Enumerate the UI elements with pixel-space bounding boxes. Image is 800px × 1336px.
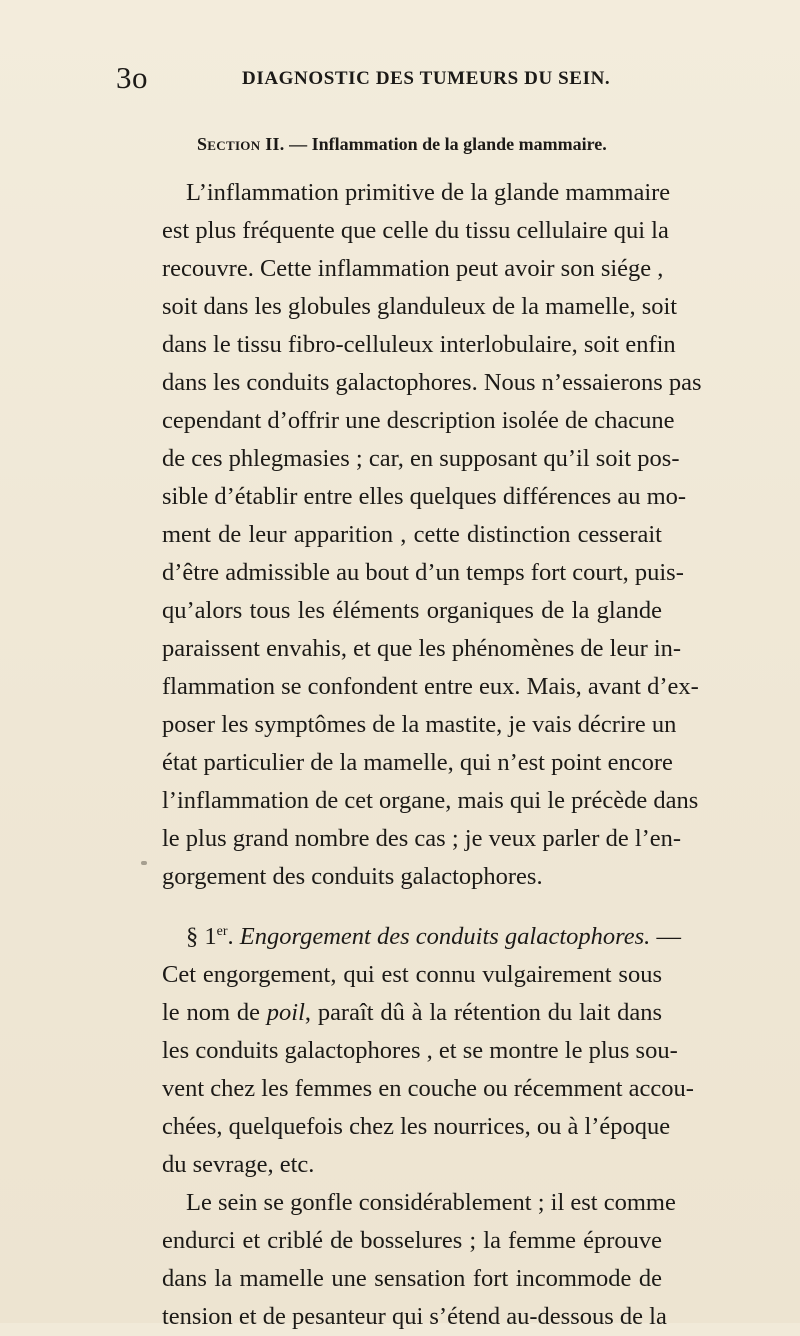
text-line: le plus grand nombre des cas ; je veux parler de l’en- [162, 825, 682, 852]
text-line: sible d’établir entre elles quelques différences au mo- [162, 483, 687, 510]
subsection-dash: — [650, 923, 681, 950]
text-line: paraissent envahis, et que les phénomènes de leur in- [162, 635, 682, 662]
subsection-heading: § 1er. Engorgement des conduits galactophores. — [186, 923, 681, 950]
text-line: vent chez les femmes en couche ou récemment accou- [162, 1075, 694, 1102]
page-header [116, 58, 676, 98]
text-line: est plus fréquente que celle du tissu cellulaire qui la [162, 217, 669, 244]
text-line: chées, quelquefois chez les nourrices, ou à l’époque [162, 1113, 671, 1140]
text-fragment: le nom de [162, 999, 267, 1026]
text-line: poser les symptômes de la mastite, je vais décrire un [162, 711, 677, 738]
paper-speck [141, 861, 147, 865]
text-line: flammation se confondent entre eux. Mais, avant d’ex- [162, 673, 699, 700]
body-text [162, 174, 702, 1336]
text-line: dans la mamelle une sensation fort incommode de [162, 1265, 662, 1292]
text-line: qu’alors tous les éléments organiques de la glande [162, 597, 662, 624]
text-line: Cet engorgement, qui est connu vulgairement sous [162, 961, 662, 988]
text-line: état particulier de la mamelle, qui n’est point encore [162, 749, 673, 776]
text-line: les conduits galactophores , et se montre le plus sou- [162, 1037, 678, 1064]
section-title-text: — Inflammation de la glande mammaire. [289, 134, 607, 154]
italic-term: poil [266, 999, 305, 1026]
subsection-title: Engorgement des conduits galactophores. [239, 923, 651, 950]
text-line: de ces phlegmasies ; car, en supposant qu’il soit pos- [162, 445, 680, 472]
text-line: gorgement des conduits galactophores. [162, 863, 543, 890]
section-heading [197, 130, 607, 158]
text-line: du sevrage, etc. [162, 1151, 315, 1178]
page-number: 3o [116, 60, 148, 95]
text-line: Le sein se gonfle considérablement ; il est comme [186, 1189, 676, 1216]
text-line: cependant d’offrir une description isolée de chacune [162, 407, 675, 434]
paragraph-gap [162, 896, 662, 918]
text-line: recouvre. Cette inflammation peut avoir son siége , [162, 255, 664, 282]
text-line: tension et de pesanteur qui s’étend au-dessous de la [162, 1303, 667, 1330]
text-line: d’être admissible au bout d’un temps fort court, puis- [162, 559, 684, 586]
subsection-marker-sup: er [216, 923, 228, 939]
text-line: endurci et criblé de bosselures ; la femme éprouve [162, 1227, 662, 1254]
text-line: l’inflammation de cet organe, mais qui le précède dans [162, 787, 699, 814]
text-fragment: , paraît dû à la rétention du lait dans [304, 999, 662, 1026]
running-head: DIAGNOSTIC DES TUMEURS DU SEIN. [242, 68, 611, 89]
text-line [162, 994, 662, 1032]
section-label: Section II. [197, 134, 285, 154]
text-line: ment de leur apparition , cette distinction cesserait [162, 521, 662, 548]
text-line: L’inflammation primitive de la glande mammaire [186, 179, 671, 206]
subsection-marker: § 1 [186, 923, 217, 950]
text-line: dans les conduits galactophores. Nous n’essaierons pas [162, 369, 702, 396]
text-line: soit dans les globules glanduleux de la mamelle, soit [162, 293, 678, 320]
text-line: dans le tissu fibro-celluleux interlobulaire, soit enfin [162, 331, 676, 358]
